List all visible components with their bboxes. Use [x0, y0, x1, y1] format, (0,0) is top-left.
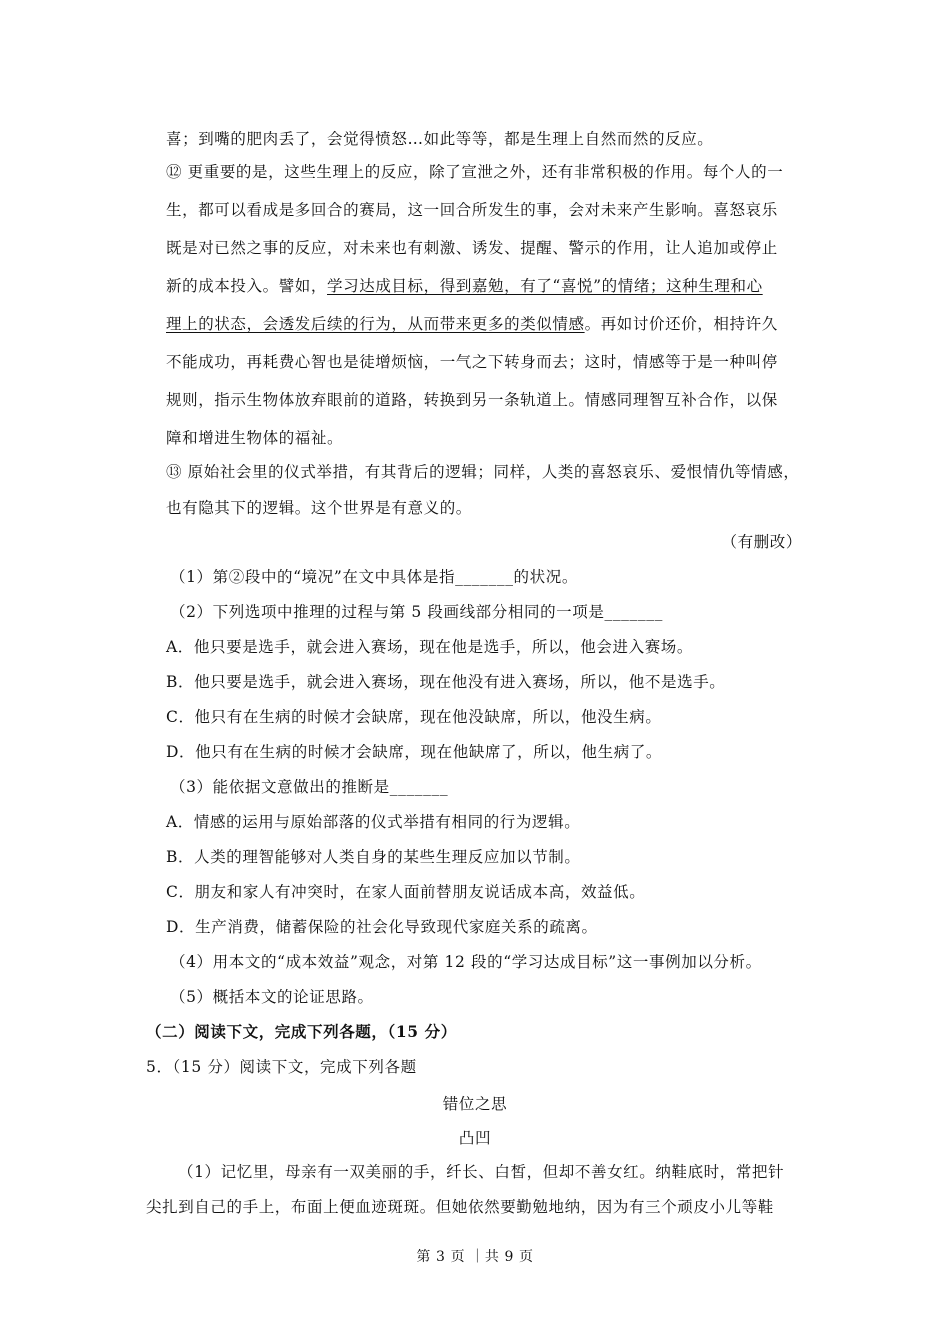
underlined-text: 理上的状态，会透发后续的行为，从而带来更多的类似情感	[166, 315, 585, 333]
passage-line-1: 喜；到嘴的肥肉丢了，会觉得愤怒…如此等等，都是生理上自然而然的反应。	[166, 130, 714, 148]
question-3-option-a: A．情感的运用与原始部落的仪式举措有相同的行为逻辑。	[166, 813, 581, 831]
article-paragraph-1-line-1: （1）记忆里，母亲有一双美丽的手，纤长、白皙，但却不善女红。纳鞋底时，常把针	[178, 1163, 785, 1181]
question-2-option-a: A．他只要是选手，就会进入赛场，现在他是选手，所以，他会进入赛场。	[166, 638, 693, 656]
question-1: （1）第②段中的“境况”在文中具体是指_______的状况。	[170, 568, 578, 586]
underlined-text: 学习达成目标，得到嘉勉，有了“喜悦”的情绪；这种生理和心	[327, 277, 763, 295]
passage-paragraph-13-line-2: 也有隐其下的逻辑。这个世界是有意义的。	[166, 499, 472, 517]
question-2: （2）下列选项中推理的过程与第 5 段画线部分相同的一项是_______	[170, 603, 663, 621]
passage-paragraph-12-line-3: 既是对已然之事的反应，对未来也有刺激、诱发、提醒、警示的作用，让人追加或停止	[166, 239, 778, 257]
item-5-prompt: 5．（15 分）阅读下文，完成下列各题	[146, 1058, 417, 1076]
article-paragraph-1-line-2: 尖扎到自己的手上，布面上便血迹斑斑。但她依然要勤勉地纳，因为有三个顽皮小儿等鞋	[146, 1198, 774, 1216]
passage-paragraph-12-line-6: 不能成功，再耗费心智也是徒增烦恼，一气之下转身而去；这时，情感等于是一种叫停	[166, 353, 778, 371]
passage-paragraph-12-line-4	[166, 275, 763, 297]
passage-paragraph-12-line-8: 障和增进生物体的福祉。	[166, 429, 344, 447]
passage-paragraph-12-line-7: 规则，指示生物体放弃眼前的道路，转换到另一条轨道上。情感同理智互补合作，以保	[166, 391, 778, 409]
source-note: （有删改）	[721, 533, 802, 551]
page-footer: 第 3 页 ｜共 9 页	[416, 1249, 534, 1265]
article-title: 错位之思	[442, 1095, 508, 1113]
question-3: （3）能依据文意做出的推断是_______	[170, 778, 449, 796]
passage-paragraph-12-line-5	[166, 313, 778, 335]
question-2-option-c: C．他只有在生病的时候才会缺席，现在他没缺席，所以，他没生病。	[166, 708, 662, 726]
question-5: （5）概括本文的论证思路。	[170, 988, 374, 1006]
question-2-option-d: D．他只有在生病的时候才会缺席，现在他缺席了，所以，他生病了。	[166, 743, 663, 761]
passage-paragraph-13-line-1: ⑬ 原始社会里的仪式举措，有其背后的逻辑；同样，人类的喜怒哀乐、爱恨情仇等情感，	[166, 463, 800, 481]
question-3-option-b: B．人类的理智能够对人类自身的某些生理反应加以节制。	[166, 848, 581, 866]
question-3-option-d: D．生产消费，储蓄保险的社会化导致现代家庭关系的疏离。	[166, 918, 598, 936]
plain-text: 新的成本投入。譬如，	[166, 277, 328, 295]
section-heading: （二）阅读下文，完成下列各题，（15 分）	[146, 1022, 457, 1041]
passage-paragraph-12-line-1: ⑫ 更重要的是，这些生理上的反应，除了宣泄之外，还有非常积极的作用。每个人的一	[166, 163, 784, 181]
question-4: （4）用本文的“成本效益”观念，对第 12 段的“学习达成目标”这一事例加以分析。	[170, 953, 762, 971]
question-2-option-b: B．他只要是选手，就会进入赛场，现在他没有进入赛场，所以，他不是选手。	[166, 673, 726, 691]
question-3-option-c: C．朋友和家人有冲突时，在家人面前替朋友说话成本高，效益低。	[166, 883, 646, 901]
plain-text: 。再如讨价还价，相持许久	[584, 315, 778, 333]
passage-paragraph-12-line-2: 生，都可以看成是多回合的赛局，这一回合所发生的事，会对未来产生影响。喜怒哀乐	[166, 201, 778, 219]
article-author: 凸凹	[458, 1129, 492, 1147]
